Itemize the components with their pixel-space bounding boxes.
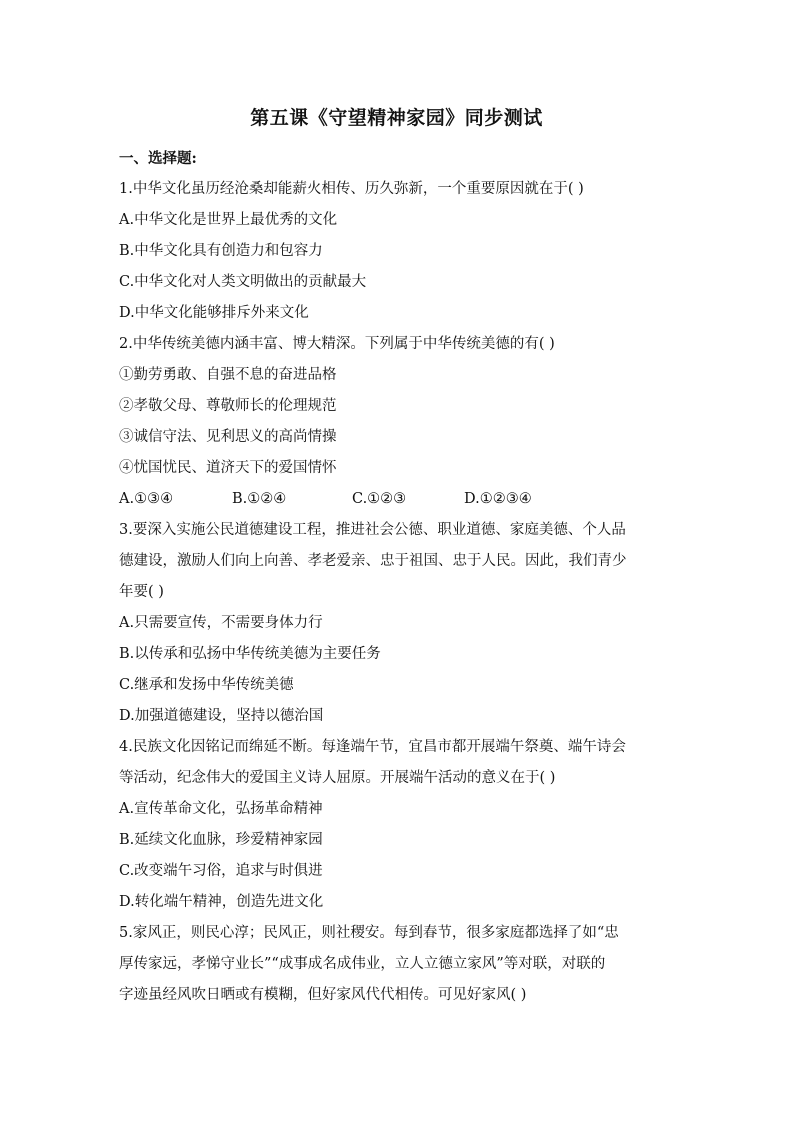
- question-4-stem-line-1: 4.民族文化因铭记而绵延不断。每逢端午节，宜昌市都开展端午祭奠、端午诗会: [119, 739, 626, 755]
- question-3-stem-line-1: 3.要深入实施公民道德建设工程，推进社会公德、职业道德、家庭美德、个人品: [119, 522, 626, 538]
- question-3-option-c: C.继承和发扬中华传统美德: [119, 677, 294, 693]
- question-2-stem: 2.中华传统美德内涵丰富、博大精深。下列属于中华传统美德的有( ): [119, 336, 555, 352]
- section-heading: 一、选择题:: [119, 150, 197, 167]
- question-2-option-d: D.①②③④: [464, 491, 532, 507]
- question-1-option-d: D.中华文化能够排斥外来文化: [119, 305, 309, 321]
- question-2-options: [119, 484, 679, 515]
- question-5-stem-line-2: 厚传家远，孝悌守业长”“成事成名成伟业，立人立德立家风”等对联，对联的: [119, 956, 606, 972]
- question-3-option-a: A.只需要宣传，不需要身体力行: [119, 615, 323, 631]
- document-title: 第五课《守望精神家园》同步测试: [250, 107, 543, 129]
- question-2-item-2: ②孝敬父母、尊敬师长的伦理规范: [119, 398, 337, 414]
- question-3-stem-line-2: 德建设，激励人们向上向善、孝老爱亲、忠于祖国、忠于人民。因此，我们青少: [119, 553, 627, 569]
- question-4-stem-line-2: 等活动，纪念伟大的爱国主义诗人屈原。开展端午活动的意义在于( ): [119, 770, 556, 786]
- question-1-stem: 1.中华文化虽历经沧桑却能薪火相传、历久弥新，一个重要原因就在于( ): [119, 181, 584, 197]
- question-2-item-3: ③诚信守法、见利思义的高尚情操: [119, 429, 337, 445]
- question-1-option-a: A.中华文化是世界上最优秀的文化: [119, 212, 338, 228]
- question-1-option-b: B.中华文化具有创造力和包容力: [119, 243, 323, 259]
- question-4-option-c: C.改变端午习俗，追求与时俱进: [119, 863, 323, 879]
- question-5-stem-line-3: 字迹虽经风吹日晒或有模糊，但好家风代代相传。可见好家风( ): [119, 987, 527, 1003]
- question-2-item-1: ①勤劳勇敢、自强不息的奋进品格: [119, 367, 337, 383]
- question-2-item-4: ④忧国忧民、道济天下的爱国情怀: [119, 460, 337, 476]
- question-3-option-d: D.加强道德建设，坚持以德治国: [119, 708, 324, 724]
- document-body: [119, 143, 679, 1011]
- question-3-option-b: B.以传承和弘扬中华传统美德为主要任务: [119, 646, 381, 662]
- question-1-option-c: C.中华文化对人类文明做出的贡献最大: [119, 274, 367, 290]
- question-4-option-a: A.宣传革命文化，弘扬革命精神: [119, 801, 323, 817]
- question-5-stem-line-1: 5.家风正，则民心淳；民风正，则社稷安。每到春节，很多家庭都选择了如“忠: [119, 925, 619, 941]
- question-3-stem-line-3: 年要( ): [119, 584, 164, 600]
- question-4-option-d: D.转化端午精神，创造先进文化: [119, 894, 324, 910]
- question-2-option-c: C.①②③: [352, 491, 407, 507]
- question-2-option-a: A.①③④: [119, 491, 174, 507]
- question-2-option-b: B.①②④: [232, 491, 287, 507]
- question-4-option-b: B.延续文化血脉，珍爱精神家园: [119, 832, 323, 848]
